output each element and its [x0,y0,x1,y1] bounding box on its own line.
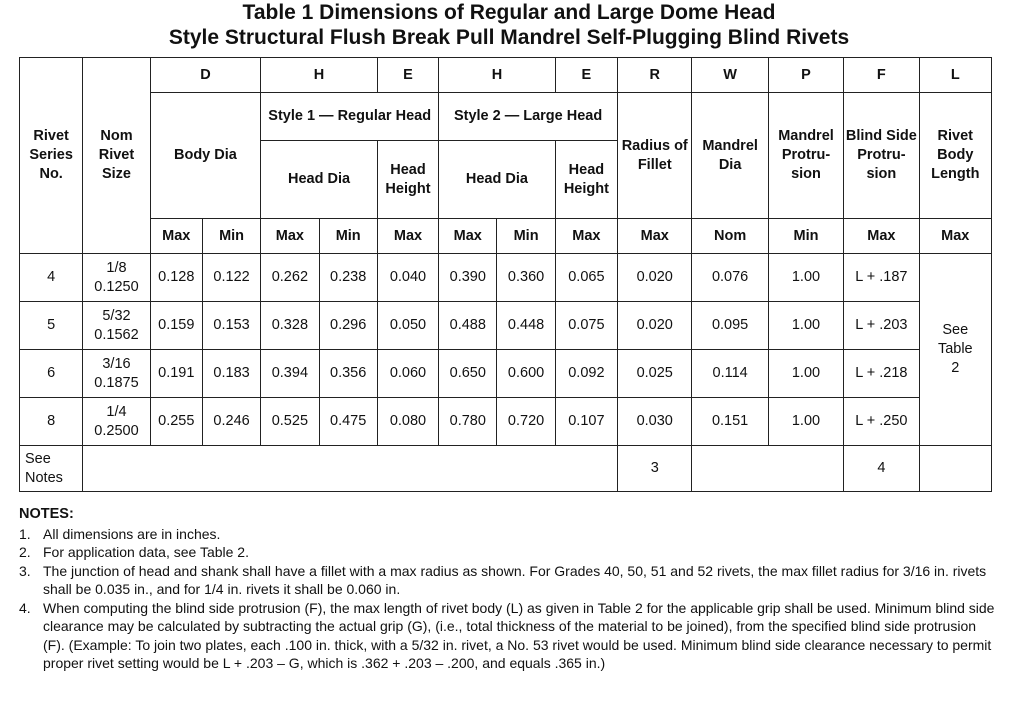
subheader: Max [919,219,991,254]
note-text: For application data, see Table 2. [43,544,249,560]
cell: 0.650 [439,350,497,398]
header-head-dia-2: Head Dia [439,141,556,219]
empty-cell [692,446,844,492]
header-body-dia: Body Dia [150,93,261,219]
cell-nom-size [83,302,150,350]
letter-e1: E [377,58,438,93]
header-style2: Style 2 — Large Head [439,93,618,141]
cell: 0.020 [618,254,692,302]
table-title-line2: Style Structural Flush Break Pull Mandrel Self-Plugging Blind Rivets [168,26,850,49]
header-mandrel-protrusion: Mandrel Protru- sion [768,93,843,219]
subheader: Min [497,219,555,254]
nom-decimal: 0.1875 [94,374,139,391]
cell: 0.095 [692,302,768,350]
notes-section [19,505,999,673]
header-head-height-2: Head Height [555,141,617,219]
note-text: When computing the blind side protrusion (F), the max length of rivet body (L) as given in Table 2 for the applicable grip shall be used. Minimum blind side clearance may be calculated by subtracting the actual grip (G), (i.e., total thickness of the material to be joined), from the specified blind side protrusion (F). (Example: To join two plates, each .100 in. thick, with a 5/32 in. rivet, a No. 53 rivet would be used. Minimum blind side clearance necessary to permit proper rivet setting would be L + .203 – G, which is .362 + .203 – .200, and equals .365 in.) [43,599,995,671]
cell: 0.065 [555,254,617,302]
cell: 0.488 [439,302,497,350]
nom-fraction: 1/4 [106,403,127,420]
header-rivet-body-length: Rivet Body Length [919,93,991,219]
cell: 0.080 [377,398,438,446]
nom-decimal: 0.1250 [94,278,139,295]
notes-heading: NOTES: [19,506,74,522]
note-item [19,543,999,562]
cell: 0.600 [497,350,555,398]
letter-d: D [150,58,261,93]
nom-fraction: 1/8 [106,259,127,276]
cell: 0.360 [497,254,555,302]
note-number: 4. [19,599,31,616]
note-item [19,525,999,544]
cell: 0.025 [618,350,692,398]
cell: 0.262 [261,254,319,302]
subheader: Max [150,219,202,254]
cell: 0.153 [202,302,260,350]
cell: 0.030 [618,398,692,446]
cell: 0.183 [202,350,260,398]
rivet-dimensions-table [19,57,992,492]
cell: 0.020 [618,302,692,350]
letter-w: W [692,58,768,93]
letter-h2: H [439,58,556,93]
letter-p: P [768,58,843,93]
subheader: Max [555,219,617,254]
nom-fraction: 3/16 [102,355,131,372]
cell: 0.107 [555,398,617,446]
see-table-2: See Table 2 [919,254,991,446]
header-head-height-1: Head Height [377,141,438,219]
cell-series: 8 [20,398,83,446]
subheader: Max [618,219,692,254]
note-ref-r: 3 [618,446,692,492]
note-text: All dimensions are in inches. [43,525,221,542]
cell: L + .187 [844,254,919,302]
cell: 0.394 [261,350,319,398]
nom-fraction: 5/32 [102,307,131,324]
cell: 0.040 [377,254,438,302]
table-row [20,350,992,398]
cell: 0.151 [692,398,768,446]
letter-e2: E [555,58,617,93]
note-item [19,562,999,599]
subheader: Max [844,219,919,254]
cell: 0.328 [261,302,319,350]
subheader: Min [319,219,377,254]
nom-decimal: 0.1562 [94,326,139,343]
note-item [19,599,999,673]
cell: 0.255 [150,398,202,446]
header-radius-fillet: Radius of Fillet [618,93,692,219]
empty-cell [83,446,618,492]
cell: 0.128 [150,254,202,302]
letter-r: R [618,58,692,93]
header-nom-size: Nom Rivet Size [83,58,150,254]
note-ref-f: 4 [844,446,919,492]
see-notes-label: See Notes [20,446,83,492]
letter-h1: H [261,58,378,93]
header-head-dia-1: Head Dia [261,141,378,219]
subheader: Min [202,219,260,254]
cell: 1.00 [768,302,843,350]
table-row [20,302,992,350]
header-blind-side: Blind Side Protru- sion [844,93,919,219]
table-row [20,254,992,302]
note-number: 3. [19,562,31,579]
cell: 0.238 [319,254,377,302]
empty-cell [919,446,991,492]
cell: 0.075 [555,302,617,350]
cell: 1.00 [768,398,843,446]
cell: L + .218 [844,350,919,398]
cell-series: 5 [20,302,83,350]
cell-nom-size [83,398,150,446]
note-text: The junction of head and shank shall have a fillet with a max radius as shown. For Grades 40, 50, 51 and 52 rivets, the max fillet radius for 3/16 in. rivets shall be 0.035 in., and for 1/4 in. rivets it shall be 0.060 in. [43,562,987,597]
cell-series: 4 [20,254,83,302]
cell: L + .203 [844,302,919,350]
header-rivet-series: Rivet Series No. [20,58,83,254]
cell: 0.448 [497,302,555,350]
note-number: 1. [19,525,31,542]
letter-l: L [919,58,991,93]
letter-f: F [844,58,919,93]
table-title-line1: Table 1 Dimensions of Regular and Large Dome Head [242,1,776,24]
cell-series: 6 [20,350,83,398]
cell: 0.296 [319,302,377,350]
header-mandrel-dia: Mandrel Dia [692,93,768,219]
table-row [20,398,992,446]
cell: 1.00 [768,350,843,398]
note-number: 2. [19,544,31,560]
subheader: Nom [692,219,768,254]
cell: 0.092 [555,350,617,398]
cell: 0.720 [497,398,555,446]
notes-reference-row [20,446,992,492]
subheader: Min [768,219,843,254]
cell: 0.780 [439,398,497,446]
cell: 0.159 [150,302,202,350]
cell: 0.076 [692,254,768,302]
cell: 0.356 [319,350,377,398]
subheader: Max [439,219,497,254]
cell: 0.050 [377,302,438,350]
cell: 0.390 [439,254,497,302]
cell: 0.525 [261,398,319,446]
cell: 0.114 [692,350,768,398]
cell-nom-size [83,350,150,398]
cell: 1.00 [768,254,843,302]
cell: 0.060 [377,350,438,398]
cell: 0.191 [150,350,202,398]
cell: 0.475 [319,398,377,446]
cell: 0.122 [202,254,260,302]
nom-decimal: 0.2500 [94,422,139,439]
cell: 0.246 [202,398,260,446]
cell-nom-size [83,254,150,302]
subheader: Max [261,219,319,254]
cell: L + .250 [844,398,919,446]
subheader: Max [377,219,438,254]
header-style1: Style 1 — Regular Head [261,93,439,141]
